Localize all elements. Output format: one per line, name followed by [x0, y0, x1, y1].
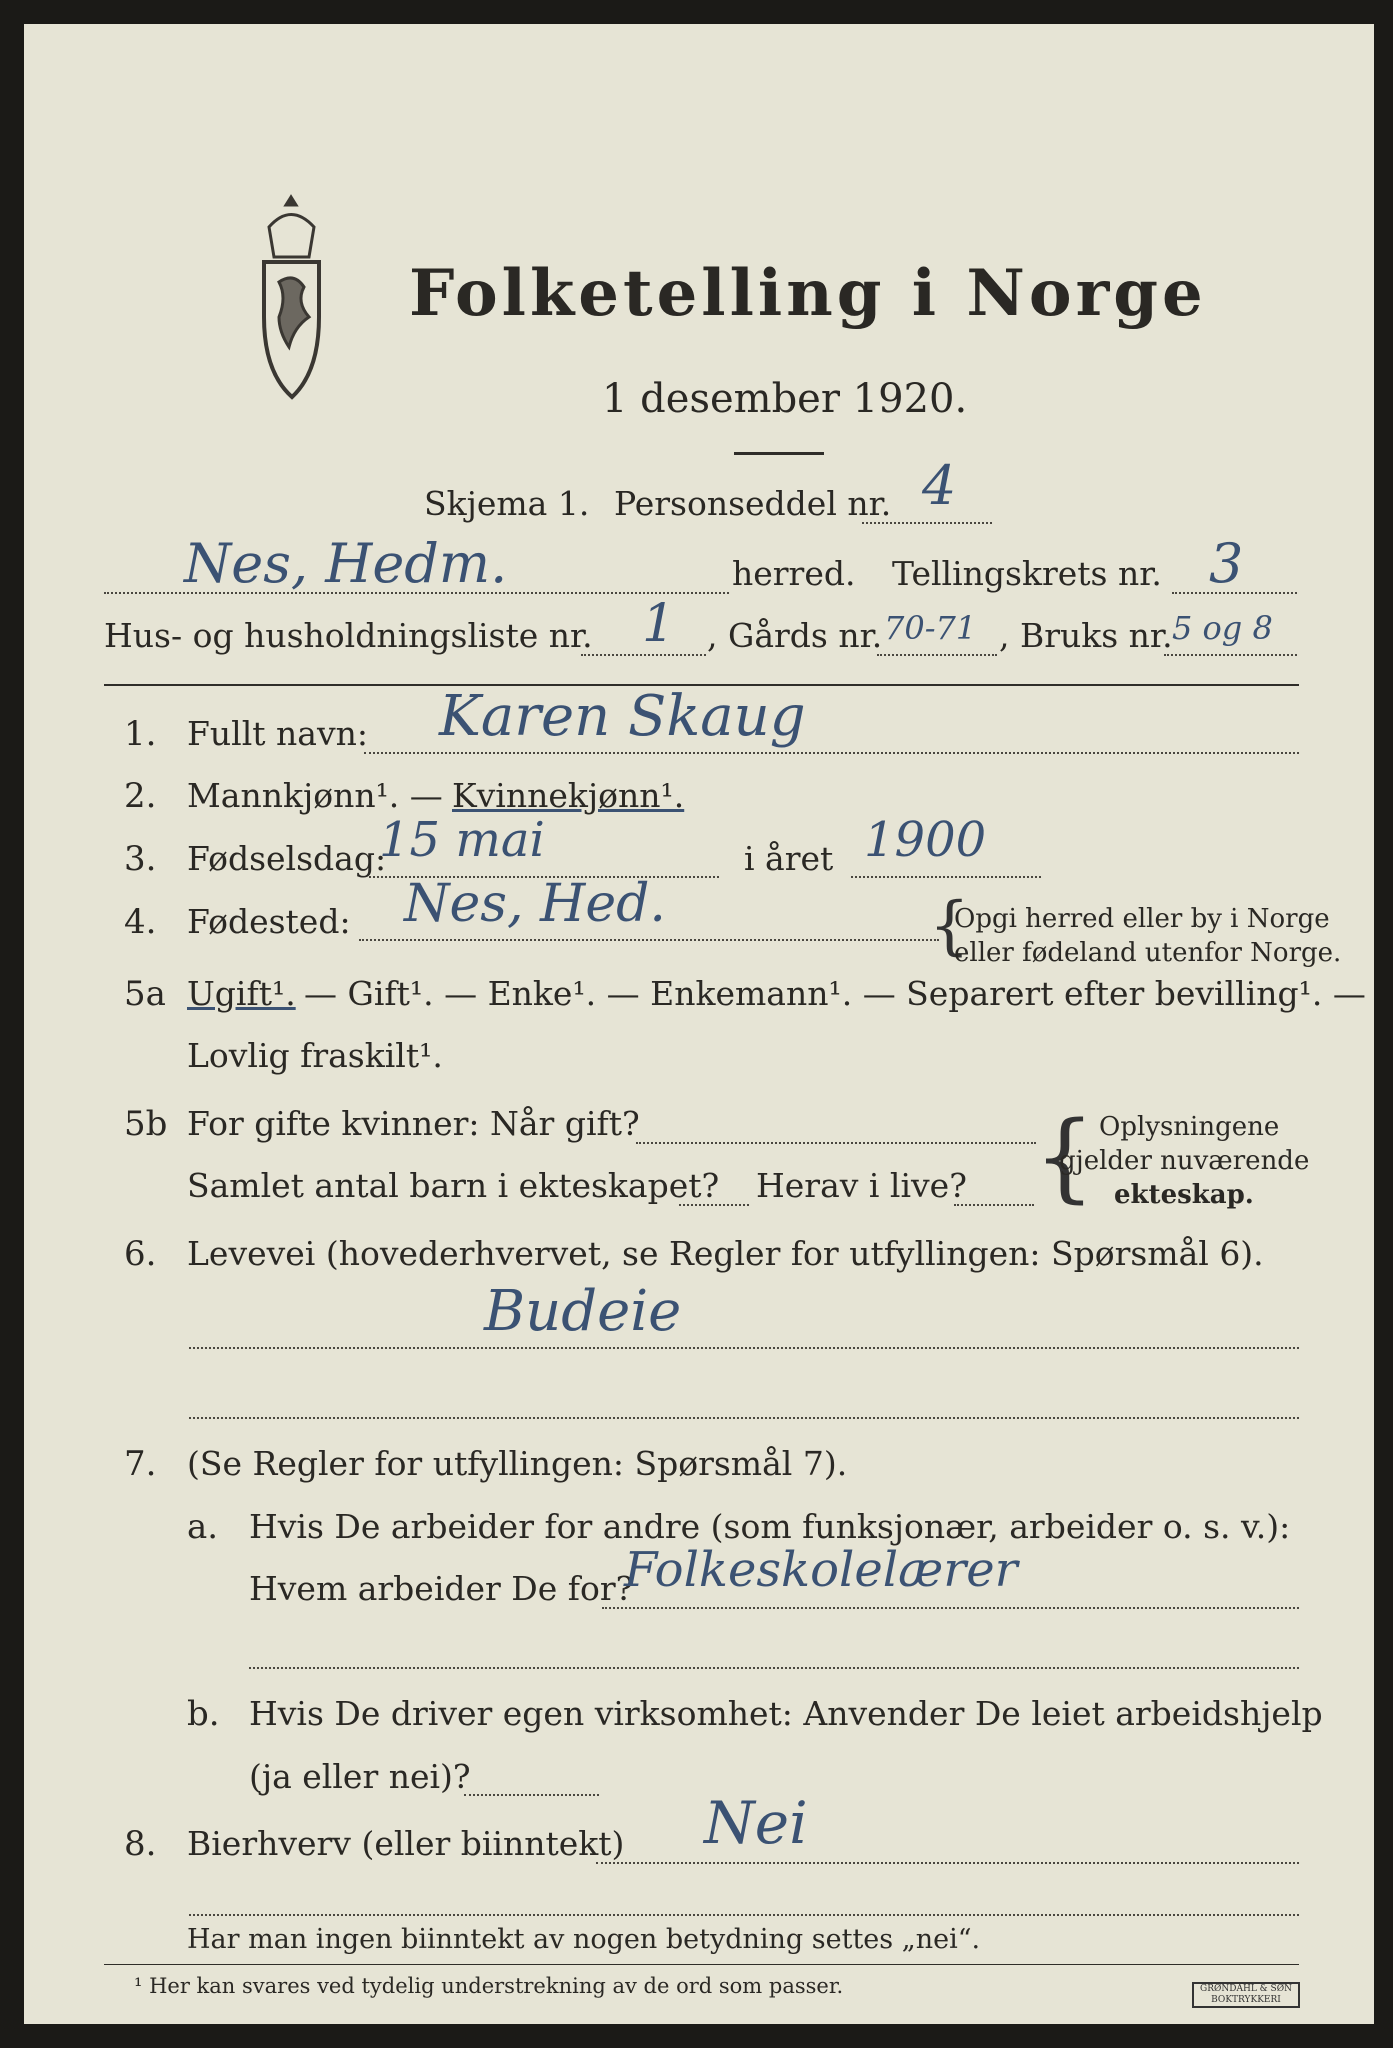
hus-line — [581, 654, 706, 656]
q4-line — [359, 939, 939, 941]
printer-stamp-line-2: BOKTRYKKERI — [1211, 1995, 1281, 2005]
q5b-note-2: gjelder nuværende — [1059, 1146, 1310, 1176]
hus-value: 1 — [642, 594, 676, 654]
q5b-line2a: Samlet antal barn i ekteskapet? — [187, 1166, 720, 1205]
tellingskrets-value: 3 — [1209, 532, 1244, 595]
q3-label: Fødselsdag: — [187, 839, 387, 878]
q3-value: 15 mai — [379, 812, 545, 868]
footnote: ¹ Her kan svares ved tydelig understrekning av de ord som passer. — [134, 1974, 844, 1998]
q7a-line2: Hvem arbeider De for? — [249, 1569, 634, 1608]
q3-year-line — [851, 876, 1041, 878]
q5b-line2b: Herav i live? — [756, 1166, 967, 1205]
census-date: 1 desember 1920. — [602, 376, 968, 422]
q8-value: Nei — [704, 1789, 808, 1857]
q7b-line1: Hvis De driver egen virksomhet: Anvender De leiet arbeidshjelp — [249, 1694, 1323, 1733]
printer-stamp — [1192, 1982, 1300, 2008]
q5b-line1-dots — [636, 1142, 1036, 1144]
q4-note-2: eller fødeland utenfor Norge. — [954, 938, 1342, 968]
q1-value: Karen Skaug — [439, 684, 806, 749]
q5a-options: — Gift¹. — Enke¹. — Enkemann¹. — Separert efter bevilling¹. — — [304, 974, 1366, 1013]
bruks-label: , Bruks nr. — [999, 616, 1173, 655]
q5b-line2b-dots — [954, 1204, 1034, 1206]
q4-value: Nes, Hed. — [404, 874, 666, 934]
q5b-line2a-dots — [679, 1204, 749, 1206]
footer-rule — [104, 1964, 1299, 1965]
q5b-brace: { — [1034, 1101, 1096, 1213]
q7b-letter: b. — [187, 1694, 220, 1734]
q8-extra-line — [189, 1914, 1299, 1916]
q7b-line2: (ja eller nei)? — [249, 1757, 471, 1796]
q7a-letter: a. — [187, 1507, 219, 1547]
tellingskrets-label: Tellingskrets nr. — [892, 554, 1162, 593]
q6-value: Budeie — [484, 1279, 682, 1344]
herred-value: Nes, Hedm. — [184, 532, 508, 595]
q5a-ugift: Ugift¹. — [187, 974, 296, 1013]
q5b-number: 5b — [124, 1104, 168, 1144]
gards-value: 70-71 — [884, 609, 977, 647]
personseddel-label: Personseddel nr. — [614, 484, 892, 523]
q7b-line — [464, 1794, 599, 1796]
q2-number: 2. — [124, 776, 157, 816]
q5b-line1: For gifte kvinner: Når gift? — [187, 1104, 640, 1143]
herred-label: herred. — [732, 554, 856, 593]
q8-label: Bierhverv (eller biinntekt) — [187, 1824, 625, 1863]
personseddel-line — [862, 522, 992, 524]
q6-label: Levevei (hovederhvervet, se Regler for utfyllingen: Spørsmål 6). — [187, 1234, 1264, 1273]
q5b-note-3: ekteskap. — [1114, 1180, 1254, 1210]
gards-label: , Gårds nr. — [707, 616, 883, 655]
q7-number: 7. — [124, 1444, 157, 1484]
q7a-line1: Hvis De arbeider for andre (som funksjonær, arbeider o. s. v.): — [249, 1507, 1291, 1546]
personseddel-value: 4 — [922, 454, 957, 517]
q3-number: 3. — [124, 839, 157, 879]
skjema-label: Skjema 1. — [424, 484, 590, 523]
q6-line-1 — [189, 1347, 1299, 1349]
norwegian-coat-of-arms-icon — [244, 192, 339, 407]
q5a-line2: Lovlig fraskilt¹. — [187, 1036, 443, 1075]
q5b-note-1: Oplysningene — [1099, 1112, 1280, 1142]
q1-line — [364, 752, 1299, 754]
q4-number: 4. — [124, 902, 157, 942]
census-form — [24, 24, 1374, 2024]
q8-line — [596, 1862, 1299, 1864]
q7a-extra-line — [249, 1667, 1299, 1669]
q1-label: Fullt navn: — [187, 714, 368, 753]
q7a-value: Folkeskolelærer — [624, 1542, 1018, 1598]
q2-mann: Mannkjønn¹. — — [187, 776, 443, 815]
q4-brace: { — [929, 889, 970, 963]
gards-line — [877, 654, 997, 656]
form-title: Folketelling i Norge — [409, 256, 1207, 331]
bruks-value: 5 og 8 — [1172, 609, 1273, 647]
q5a-number: 5a — [124, 974, 166, 1014]
q4-note-1: Opgi herred eller by i Norge — [954, 904, 1330, 934]
printer-stamp-line-1: GRØNDAHL & SØN — [1200, 1984, 1292, 1994]
hus-label: Hus- og husholdningsliste nr. — [104, 616, 593, 655]
q6-number: 6. — [124, 1234, 157, 1274]
title-divider — [734, 452, 824, 455]
q3-year-value: 1900 — [864, 812, 987, 868]
q6-line-2 — [189, 1417, 1299, 1419]
q7a-line — [602, 1607, 1299, 1609]
q2-kvinne: Kvinnekjønn¹. — [452, 776, 685, 815]
q1-number: 1. — [124, 714, 157, 754]
q8-number: 8. — [124, 1824, 157, 1864]
q4-label: Fødested: — [187, 902, 351, 941]
q3-year-label: i året — [744, 839, 834, 878]
footer-note: Har man ingen biinntekt av nogen betydning settes „nei“. — [187, 1924, 981, 1955]
q7-label: (Se Regler for utfyllingen: Spørsmål 7). — [187, 1444, 848, 1483]
bruks-line — [1164, 654, 1297, 656]
